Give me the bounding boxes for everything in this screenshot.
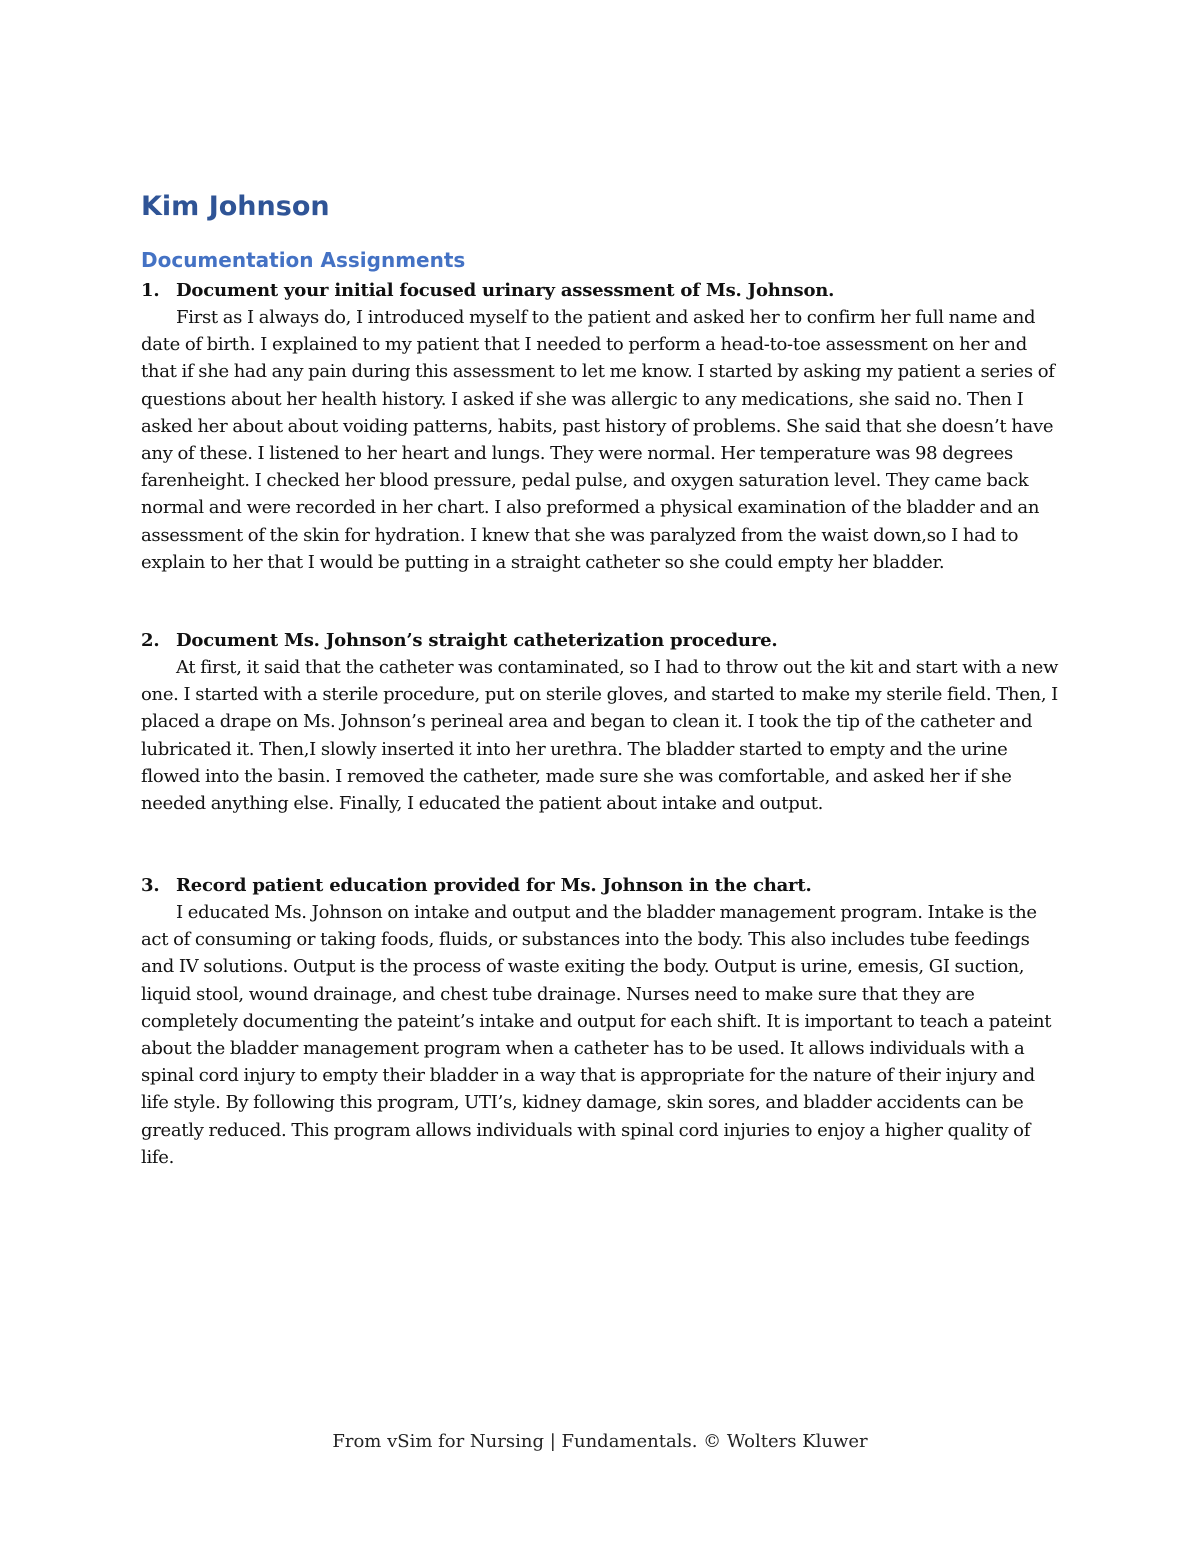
section-3 [141, 872, 1061, 1171]
document-title: Kim Johnson [141, 191, 330, 222]
section-question [141, 872, 1061, 899]
section-number: 1. [141, 280, 160, 301]
section-answer: First as I always do, I introduced myself to the patient and asked her to confirm her full name and date of birth. I explained to my patient that I needed to perform a head-to-toe assessment on her and that if she had any pain during this assessment to let me know. I started by asking my patient a series of questions about her health history. I asked if she was allergic to any medications, she said no. Then I asked her about about voiding patterns, habits, past history of problems. She said that she doesn’t have any of these. I listened to her heart and lungs. They were normal. Her temperature was 98 degrees farenheight. I checked her blood pressure, pedal pulse, and oxygen saturation level. They came back normal and were recorded in her chart. I also preformed a physical examination of the bladder and an assessment of the skin for hydration. I knew that she was paralyzed from the waist down,so I had to explain to her that I would be putting in a straight catheter so she could empty her bladder. [141, 307, 1055, 573]
page-footer: From vSim for Nursing | Fundamentals. © Wolters Kluwer [332, 1431, 868, 1452]
section-answer: At first, it said that the catheter was contaminated, so I had to throw out the kit and start with a new one. I started with a sterile procedure, put on sterile gloves, and started to make my sterile field. Then, I placed a drape on Ms. Johnson’s perineal area and began to clean it. I took the tip of the catheter and lubricated it. Then,I slowly inserted it into her urethra. The bladder started to empty and the urine flowed into the basin. I removed the catheter, made sure she was comfortable, and asked her if she needed anything else. Finally, I educated the patient about intake and output. [141, 657, 1059, 815]
section-question [141, 627, 1061, 654]
section-number: 2. [141, 630, 160, 651]
section-answer: I educated Ms. Johnson on intake and output and the bladder management program. Intake is the act of consuming or taking foods, fluids, or substances into the body. This also includes tube feedings and IV solutions. Output is the process of waste exiting the body. Output is urine, emesis, GI suction, liquid stool, wound drainage, and chest tube drainage. Nurses need to make sure that they are completely documenting the pateint’s intake and output for each shift. It is important to teach a pateint about the bladder management program when a catheter has to be used. It allows individuals with a spinal cord injury to empty their bladder in a way that is appropriate for the nature of their injury and life style. By following this program, UTI’s, kidney damage, skin sores, and bladder accidents can be greatly reduced. This program allows individuals with spinal cord injuries to enjoy a higher quality of life. [141, 902, 1052, 1168]
document-subtitle: Documentation Assignments [141, 248, 466, 272]
section-question-text: Document your initial focused urinary assessment of Ms. Johnson. [176, 280, 835, 301]
section-question-text: Record patient education provided for Ms. Johnson in the chart. [176, 875, 812, 896]
section-question-text: Document Ms. Johnson’s straight catheterization procedure. [176, 630, 778, 651]
section-2 [141, 627, 1061, 817]
section-question [141, 277, 1061, 304]
section-1 [141, 277, 1061, 576]
section-number: 3. [141, 875, 160, 896]
